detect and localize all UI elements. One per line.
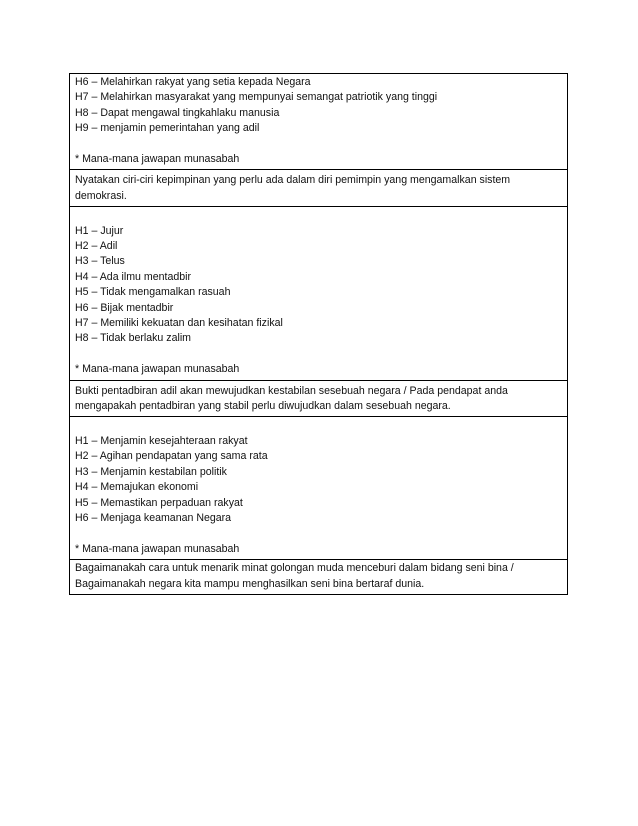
answer-line: H8 – Tidak berlaku zalim xyxy=(75,332,191,345)
table-row xyxy=(70,417,568,560)
spacer xyxy=(75,418,562,433)
answer-line: H1 – Jujur xyxy=(75,224,124,237)
question-text: Bagaimanakah cara untuk menarik minat golongan muda menceburi dalam bidang seni bina / Bagaimanakah negara kita mampu menghasilkan seni bina bertaraf dunia. xyxy=(75,562,514,590)
answer-line: H9 – menjamin pemerintahan yang adil xyxy=(75,122,260,135)
answer-scheme-table xyxy=(69,73,568,595)
table-row xyxy=(70,560,568,595)
question-cell xyxy=(70,170,568,207)
answer-line: H7 – Memiliki kekuatan dan kesihatan fizikal xyxy=(75,317,283,330)
spacer xyxy=(75,208,562,223)
answer-line: H8 – Dapat mengawal tingkahlaku manusia xyxy=(75,106,280,119)
answer-line: H6 – Menjaga keamanan Negara xyxy=(75,511,232,524)
spacer xyxy=(75,137,562,152)
table-row xyxy=(70,74,568,170)
answer-line: H2 – Adil xyxy=(75,240,118,253)
answer-line: H2 – Agihan pendapatan yang sama rata xyxy=(75,450,268,463)
answer-note: * Mana-mana jawapan munasabah xyxy=(75,153,240,166)
table-row xyxy=(70,380,568,417)
answer-cell xyxy=(70,207,568,380)
question-cell xyxy=(70,380,568,417)
table-row xyxy=(70,207,568,380)
answer-cell xyxy=(70,417,568,560)
answer-cell xyxy=(70,74,568,170)
answer-line: H5 – Memastikan perpaduan rakyat xyxy=(75,496,243,509)
answer-line: H1 – Menjamin kesejahteraan rakyat xyxy=(75,434,248,447)
spacer xyxy=(75,526,562,541)
question-cell xyxy=(70,560,568,595)
answer-line: H6 – Melahirkan rakyat yang setia kepada Negara xyxy=(75,76,311,88)
answer-line: H3 – Telus xyxy=(75,255,125,268)
answer-note: * Mana-mana jawapan munasabah xyxy=(75,363,240,376)
answer-line: H4 – Ada ilmu mentadbir xyxy=(75,270,192,283)
question-text: Nyatakan ciri-ciri kepimpinan yang perlu ada dalam diri pemimpin yang mengamalkan sistem demokrasi. xyxy=(75,174,511,202)
answer-line: H5 – Tidak mengamalkan rasuah xyxy=(75,286,231,299)
question-text: Bukti pentadbiran adil akan mewujudkan kestabilan sesebuah negara / Pada pendapat anda mengapakah pentadbiran yang stabil perlu diwujudkan dalam sesebuah negara. xyxy=(75,384,508,413)
answer-line: H6 – Bijak mentadbir xyxy=(75,301,174,314)
answer-note: * Mana-mana jawapan munasabah xyxy=(75,542,240,555)
spacer xyxy=(75,347,562,362)
answer-line: H4 – Memajukan ekonomi xyxy=(75,481,199,494)
table-row xyxy=(70,170,568,207)
answer-line: H7 – Melahirkan masyarakat yang mempunyai semangat patriotik yang tinggi xyxy=(75,91,438,104)
answer-line: H3 – Menjamin kestabilan politik xyxy=(75,465,227,478)
